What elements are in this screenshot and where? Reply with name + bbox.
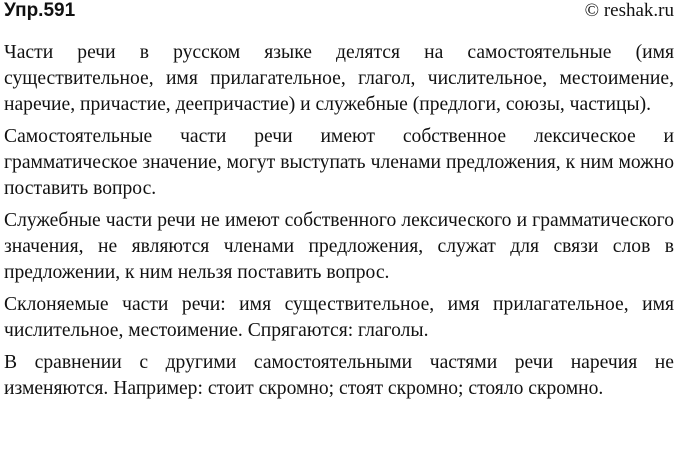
paragraph-adverbs: В сравнении с другими самостоятельными частями речи наречия не изменяются. Например: стоит скромно; стоят скромно; стояло скромно. [4, 352, 674, 399]
page-header [4, 0, 674, 26]
document-body [4, 40, 674, 402]
exercise-number: Упр.591 [4, 0, 76, 21]
paragraph-declinable-parts: Склоняемые части речи: имя существительное, имя прилагательное, имя числительное, местоимение. Спрягаются: глаголы. [4, 294, 674, 341]
source-watermark: © reshak.ru [584, 0, 674, 21]
paragraph-auxiliary-parts: Служебные части речи не имеют собственного лексического и грамматического значения, не являются членами предложения, служат для связи слов в предложении, к ним нельзя поставить вопрос. [4, 210, 674, 283]
paragraph-parts-of-speech: Части речи в русском языке делятся на самостоятельные (имя существительное, имя прилагательное, глагол, числительное, местоимение, наречие, причастие, деепричастие) и служебные (предлоги, союзы, частицы). [4, 42, 674, 115]
paragraph-independent-parts: Самостоятельные части речи имеют собственное лексическое и грамматическое значение, могут выступать членами предложения, к ним можно поставить вопрос. [4, 126, 674, 199]
